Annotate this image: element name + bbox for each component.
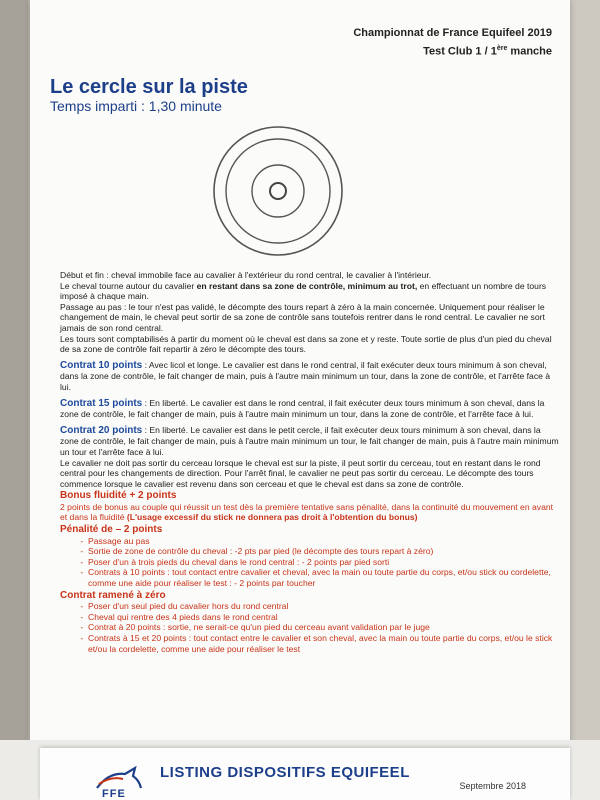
intro-start-end: Début et fin : cheval immobile face au cavalier à l'extérieur du rond central, le cavalier à l'intérieur. <box>60 270 432 280</box>
contrat-15: Contrat 15 points : En liberté. Le cavalier est dans le rond central, il fait exécuter deux tours minimum à son cheval, dans la zone de contrôle, le fait changer de main, puis à l'autre main minimum un tour, dans la zone de contrôle, et l'arrête face à lui. <box>60 397 545 420</box>
bonus-heading: Bonus fluidité + 2 points <box>60 490 177 502</box>
list-item: - Poser d'un seul pied du cavalier hors du rond central <box>88 601 560 612</box>
event-title: Championnat de France Equifeel 2019 <box>353 27 552 39</box>
list-item: - Passage au pas <box>88 536 560 547</box>
control-zone-circle <box>252 165 304 217</box>
list-item: - Poser d'un à trois pieds du cheval dans le rond central : - 2 points par pied sorti <box>88 557 560 568</box>
center-hoop-circle <box>270 183 286 199</box>
listing-title: LISTING DISPOSITIFS EQUIFEEL <box>160 764 410 781</box>
list-item: - Cheval qui rentre des 4 pieds dans le rond central <box>88 612 560 623</box>
contrat-20-extra: Le cavalier ne doit pas sortir du cerceau lorsque le cheval est sur la piste, il peut sortir du cerceau, tout en restant dans le rond central pour les changements de direction. Pour l'arrêt final, le cavalier ne peut pas sortir du cerceau. Le décompte des tours commence lorsque le cavalier est revenu dans son cerceau et que le cheval est dans sa zone de contrôle. <box>60 457 541 489</box>
contrat-20: Contrat 20 points : En liberté. Le cavalier est dans le petit cercle, il fait exécuter deux tours minimum à son cheval, dans la zone de contrôle, le fait changer de main, puis à l'autre main minimum un tour, le fait changer de main, puis à l'autre main minimum un tour et l'arrête face à lui. <box>60 424 559 457</box>
listing-card <box>40 748 570 800</box>
event-header <box>353 26 552 60</box>
contrat-10: Contrat 10 points : Avec licol et longe. Le cavalier est dans le rond central, il fait exécuter deux tours minimum à son cheval, dans la zone de contrôle, le fait changer de main, puis à l'autre main minimum un tour, dans la zone de contrôle, et l'arrête face à lui. <box>60 359 551 392</box>
intro-rule: Le cheval tourne autour du cavalier en restant dans sa zone de contrôle, minimum au trot, en effectuant un nombre de tours imposé à chaque main. <box>60 280 547 302</box>
bonus-text: 2 points de bonus au couple qui réussit un test dès la première tentative sans pénalité, dans la continuité du mouvement en avant et dans la fluidité (L'usage excessif du stick ne donnera pas droit à l'obtention du bonus) <box>60 501 554 523</box>
circle-diagram <box>202 115 354 267</box>
event-round: Test Club 1 / 1ère manche <box>423 45 552 58</box>
rules-text <box>60 270 560 654</box>
poster-sheet <box>30 0 570 790</box>
list-item: - Contrats à 15 et 20 points : tout contact entre le cavalier et son cheval, avec la main ou toute partie du corps, et/ou le stick et/ou la cordelette, comme une aide pour réaliser le test <box>88 633 560 654</box>
list-item: - Sortie de zone de contrôle du cheval : -2 pts par pied (le décompte des tours repart à zéro) <box>88 546 560 557</box>
list-item: - Contrats à 10 points : tout contact entre cavalier et cheval, avec la main ou toute partie du corps, et/ou stick ou cordelette, comme une aide pour réaliser le test : - 2 points par toucher <box>88 567 560 588</box>
zero-heading: Contrat ramené à zéro <box>60 589 166 601</box>
intro-count: Les tours sont comptabilisés à partir du moment où le cheval est dans sa zone et y reste. Toute sortie de plus d'un pied du cheval de sa zone de contrôle fait repartir à zéro le décompte des tours. <box>60 333 552 355</box>
intro-walk: Passage au pas : le tour n'est pas validé, le décompte des tours repart à zéro à la main concernée. Uniquement pour réaliser le changement de main, le cheval peut sortir de sa zone de contrôle sans toutefois rentrer dans le rond central. Le cavalier ne sort jamais de son rond central. <box>60 301 545 333</box>
zero-list <box>60 601 560 654</box>
outer-circle <box>214 127 342 255</box>
listing-date: Septembre 2018 <box>459 781 526 791</box>
page-subtitle: Temps imparti : 1,30 minute <box>50 98 222 114</box>
list-item: - Contrat à 20 points : sortie, ne serait-ce qu'un pied du cerceau avant validation par le juge <box>88 622 560 633</box>
wall-background <box>0 0 28 800</box>
penalty-heading: Pénalité de – 2 points <box>60 524 163 536</box>
middle-circle <box>226 139 330 243</box>
page-title: Le cercle sur la piste <box>50 76 248 98</box>
penalty-list <box>60 536 560 589</box>
ffe-logo-text: FFE <box>102 788 126 800</box>
